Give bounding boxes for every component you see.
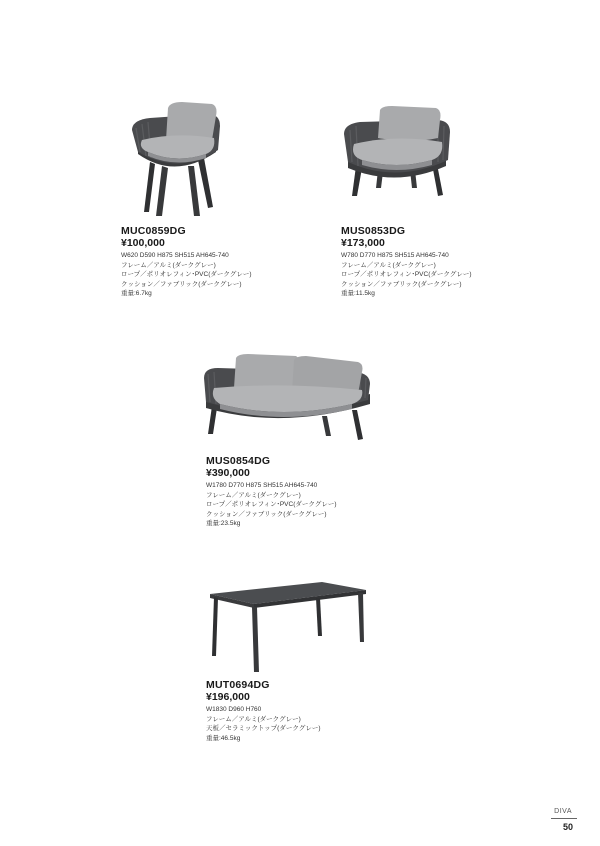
product-dimensions: W1780 D770 H875 SH515 AH645-740 (206, 482, 318, 490)
product-code: MUS0853DG (341, 225, 406, 237)
product-weight: 重量:6.7kg (121, 290, 152, 298)
product-code: MUC0859DG (121, 225, 186, 237)
product-price: ¥173,000 (341, 236, 385, 249)
product-cushion-material: クッション／ファブリック(ダークグレー) (341, 280, 462, 288)
product-frame-material: フレーム／アルミ(ダークグレー) (206, 715, 301, 723)
product-frame-material: フレーム／アルミ(ダークグレー) (341, 261, 436, 269)
brand-name: DIVA (554, 808, 572, 815)
footer-rule (551, 818, 577, 819)
product-code: MUT0694DG (206, 679, 270, 691)
product-weight: 重量:46.5kg (206, 734, 241, 742)
product-top-material: 天板／セラミックトップ(ダークグレー) (206, 725, 321, 733)
product-spec (341, 226, 472, 299)
product-price: ¥196,000 (206, 690, 250, 703)
product-price: ¥100,000 (121, 236, 165, 249)
dining-table-photo (206, 580, 368, 674)
product-spec (206, 680, 321, 743)
product-dimensions: W620 D590 H875 SH515 AH645-740 (121, 252, 229, 260)
dining-chair-photo (120, 100, 230, 218)
product-rope-material: ロープ／ポリオレフィン･PVC(ダークグレー) (121, 271, 252, 279)
product-cushion-material: クッション／ファブリック(ダークグレー) (121, 280, 242, 288)
product-spec (121, 226, 252, 299)
page-number: 50 (563, 822, 574, 832)
page-footer (554, 808, 572, 815)
product-dimensions: W780 D770 H875 SH515 AH645-740 (341, 252, 449, 260)
product-rope-material: ロープ／ポリオレフィン･PVC(ダークグレー) (206, 501, 337, 509)
product-dimensions: W1830 D960 H760 (206, 706, 262, 714)
product-frame-material: フレーム／アルミ(ダークグレー) (206, 491, 301, 499)
product-spec (206, 456, 337, 529)
lounge-chair-photo (340, 104, 455, 200)
product-price: ¥390,000 (206, 466, 250, 479)
sofa-photo (202, 354, 374, 444)
product-weight: 重量:23.5kg (206, 520, 241, 528)
product-rope-material: ロープ／ポリオレフィン･PVC(ダークグレー) (341, 271, 472, 279)
product-cushion-material: クッション／ファブリック(ダークグレー) (206, 510, 327, 518)
product-frame-material: フレーム／アルミ(ダークグレー) (121, 261, 216, 269)
product-code: MUS0854DG (206, 455, 271, 467)
product-weight: 重量:11.5kg (341, 290, 375, 298)
